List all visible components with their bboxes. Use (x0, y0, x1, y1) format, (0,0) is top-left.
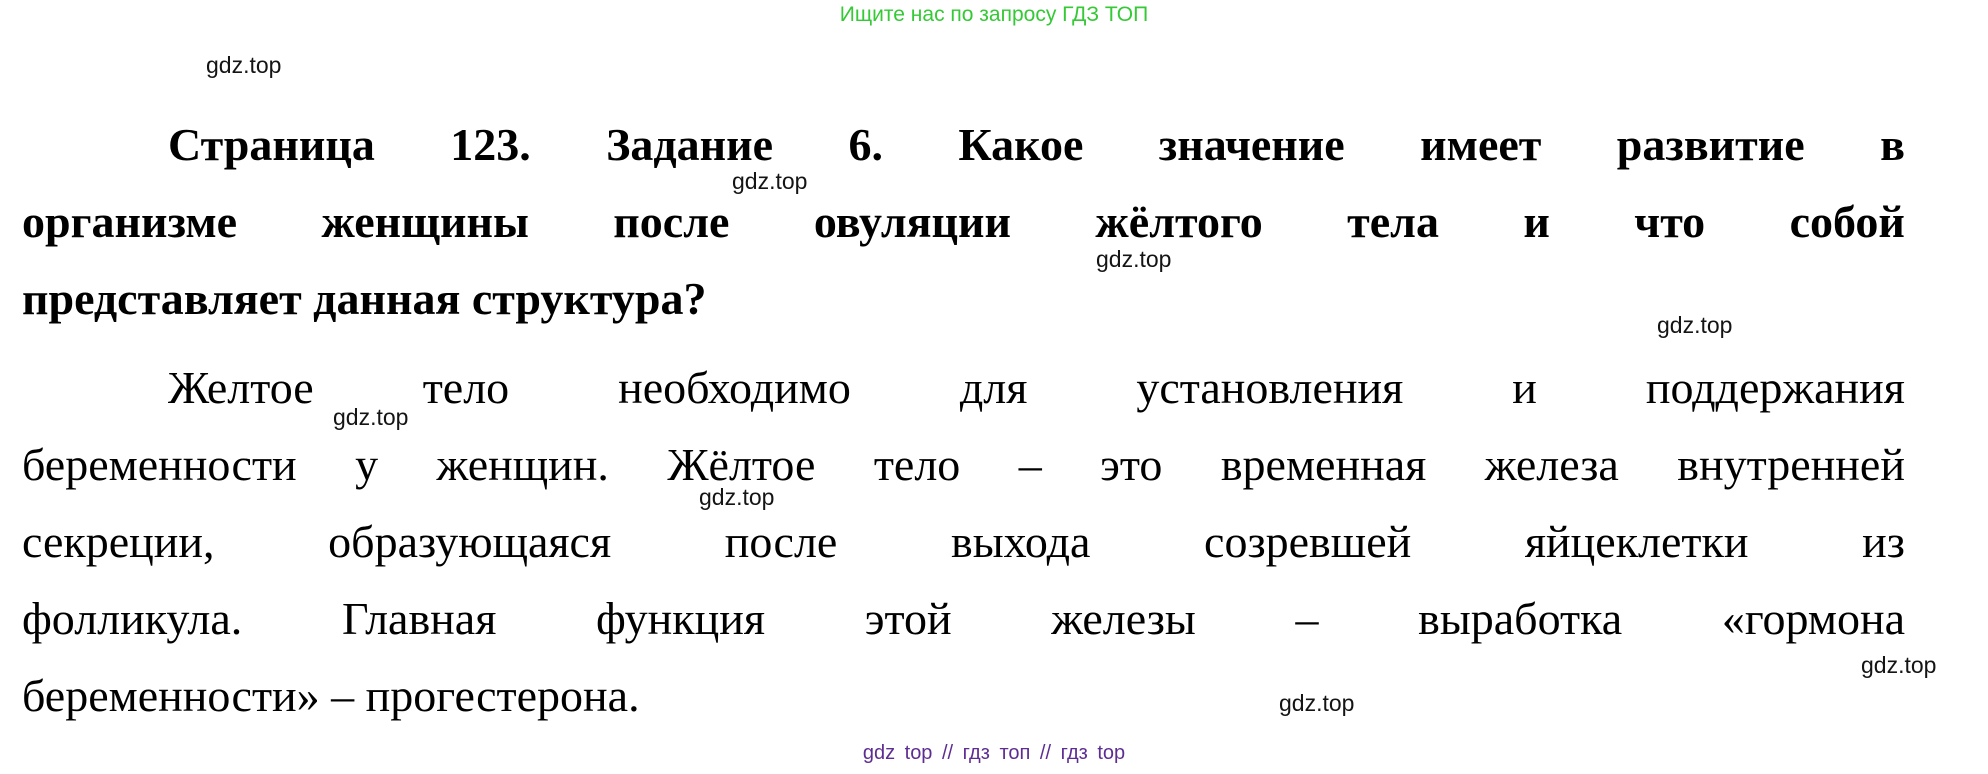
answer-line (22, 349, 1905, 426)
word: значение (1158, 119, 1345, 170)
word: и (1512, 362, 1537, 413)
answer-line (22, 426, 1905, 503)
word: женщин. (436, 439, 609, 490)
word: для (959, 362, 1028, 413)
word: организме (22, 196, 238, 247)
word: яйцеклетки (1524, 516, 1749, 567)
word: необходимо (618, 362, 851, 413)
word: женщины (321, 196, 529, 247)
watermark-gdz-top-4: gdz.top (1657, 312, 1733, 338)
word: после (724, 516, 838, 567)
word: «гормона (1721, 593, 1905, 644)
answer-line: беременности» – прогестерона. (22, 670, 640, 721)
word: Главная (341, 593, 497, 644)
word: тело (873, 439, 961, 490)
word: развитие (1616, 119, 1805, 170)
word: 6. (848, 119, 883, 170)
word: Жёлтое (667, 439, 816, 490)
watermark-gdz-top-1: gdz.top (206, 52, 282, 78)
watermark-gdz-top-5: gdz.top (333, 404, 409, 430)
word: из (1862, 516, 1905, 567)
word: внутренней (1677, 439, 1905, 490)
word: у (355, 439, 379, 490)
answer-paragraph (22, 349, 1905, 734)
question-line: представляет данная структура? (22, 273, 707, 324)
word: – (1295, 593, 1319, 644)
answer-line (22, 580, 1905, 657)
word: после (613, 196, 730, 247)
word: и (1523, 196, 1550, 247)
word: в (1880, 119, 1905, 170)
question-line (22, 183, 1905, 260)
word: Какое (958, 119, 1084, 170)
word: Желтое (168, 362, 314, 413)
word: образующаяся (328, 516, 612, 567)
word: 123. (450, 119, 531, 170)
word: беременности (22, 439, 297, 490)
word: поддержания (1645, 362, 1905, 413)
watermark-gdz-top-8: gdz.top (1279, 690, 1355, 716)
word: жёлтого (1095, 196, 1263, 247)
word: тело (422, 362, 510, 413)
word: выхода (951, 516, 1091, 567)
word: это (1100, 439, 1163, 490)
watermark-gdz-top-2: gdz.top (732, 168, 808, 194)
word: – (1018, 439, 1042, 490)
word: этой (864, 593, 952, 644)
word: секреции, (22, 516, 215, 567)
word: Задание (606, 119, 774, 170)
answer-text-block (22, 106, 1905, 734)
word: фолликула. (22, 593, 243, 644)
word: железа (1484, 439, 1619, 490)
word: овуляции (813, 196, 1012, 247)
question-heading (22, 106, 1905, 337)
watermark-gdz-top-7: gdz.top (1861, 652, 1937, 678)
word: собой (1789, 196, 1905, 247)
question-line (22, 106, 1905, 183)
answer-line (22, 503, 1905, 580)
word: имеет (1420, 119, 1542, 170)
watermark-gdz-top-3: gdz.top (1096, 246, 1172, 272)
word: тела (1347, 196, 1439, 247)
word: временная (1220, 439, 1427, 490)
footer-links: gdz top // гдз топ // гдз top (862, 742, 1126, 764)
word: железы (1051, 593, 1196, 644)
watermark-gdz-top-6: gdz.top (699, 484, 775, 510)
word: функция (596, 593, 766, 644)
word: что (1634, 196, 1706, 247)
promo-banner-text: Ищите нас по запросу ГДЗ ТОП (839, 3, 1149, 26)
word: Страница (168, 119, 375, 170)
word: установления (1136, 362, 1404, 413)
word: созревшей (1204, 516, 1412, 567)
word: выработка (1418, 593, 1623, 644)
